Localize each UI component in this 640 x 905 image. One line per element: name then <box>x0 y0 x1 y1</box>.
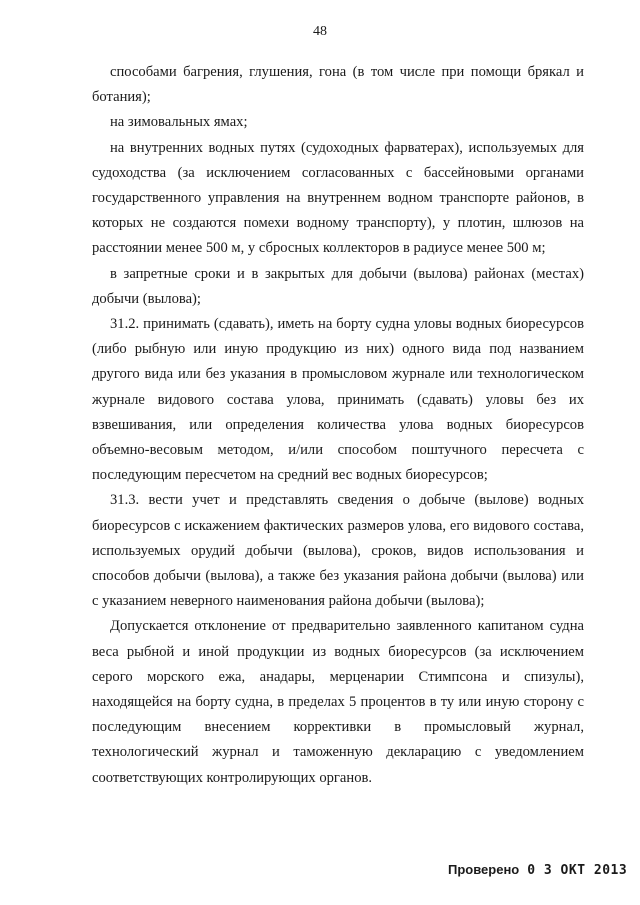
paragraph-clause-31-2: 31.2. принимать (сдавать), иметь на борту судна уловы водных биоресурсов (либо рыбную или иную продукцию из них) одного вида под названием другого вида или без указания в промысловом журнале или технологическом журнале видового состава улова, принимать (сдавать) уловы без их взвешивания, или определения количества улова водных биоресурсов объемно-весовым методом, и/или способом поштучного пересчета с последующим пересчетом на средний вес водных биоресурсов; <box>92 316 584 484</box>
paragraph-waterways: на внутренних водных путях (судоходных фарватерах), используемых для судоходства (за исключением согласованных с бассейновыми органами государственного управления на внутреннем водном транспорте районов, в которых не создаются помехи водному транспорту), у плотин, шлюзов на расстоянии менее 500 м, у сбросных коллекторов в радиусе менее 500 м; <box>92 139 584 257</box>
paragraph-methods: способами багрения, глушения, гона (в том числе при помощи брякал и ботания); <box>92 64 584 106</box>
paragraph-wintering-pits: на зимовальных ямах; <box>110 114 248 131</box>
paragraph-prohibited-periods: в запретные сроки и в закрытых для добычи (вылова) районах (местах) добычи (вылова); <box>92 265 584 307</box>
verification-stamp <box>448 862 627 878</box>
paragraph-clause-31-3: 31.3. вести учет и представлять сведения о добыче (вылове) водных биоресурсов с искажением фактических размеров улова, его видового состава, используемых орудий добычи (вылова), сроков, видов использования и способов добычи (вылова), а также без указания района добычи (вылова) или с указанием неверного наименования района добычи (вылова); <box>92 492 584 610</box>
page-number: 48 <box>313 24 327 39</box>
stamp-date: 0 3 ОКТ 2013 <box>527 863 628 878</box>
paragraph-tolerance: Допускается отклонение от предварительно заявленного капитаном судна веса рыбной и иной продукции из водных биоресурсов (за исключением серого морского ежа, анадары, мерценарии Стимпсона и спизулы), находящейся на борту судна, в пределах 5 процентов в ту или иную сторону с последующим внесением коррективки в промысловый журнал, технологический журнал и таможенную декларацию с уведомлением соответствующих контролирующих органов. <box>92 618 584 786</box>
stamp-label: Проверено <box>448 862 520 877</box>
document-body <box>92 60 584 791</box>
